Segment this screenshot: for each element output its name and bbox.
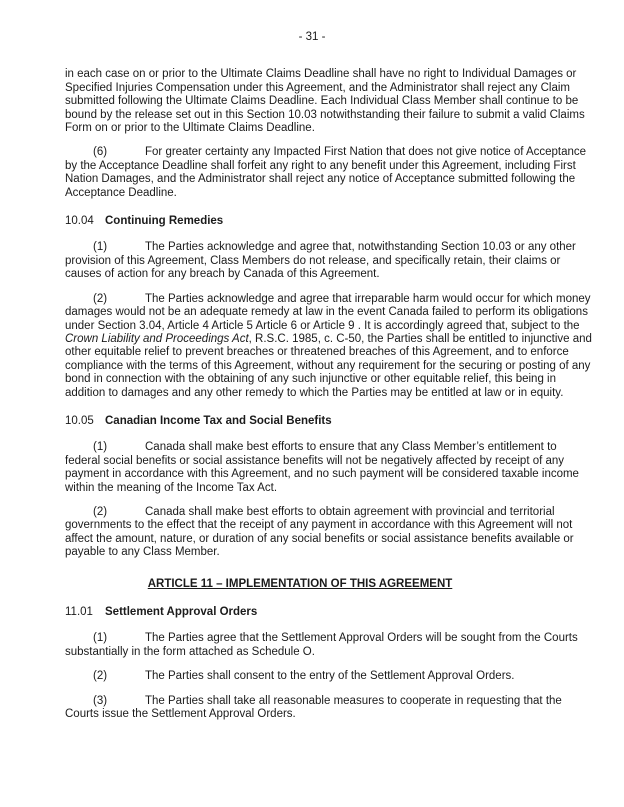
paragraph-10-05-2 [65,506,594,560]
paragraph-text: The Parties acknowledge and agree that, notwithstanding Section 10.03 or any other provision of this Agreement, Class Members do not release, and specifically retain, their claims or causes of action for any breach by Canada of this Agreement. [65,241,576,281]
paragraph-text: The Parties shall consent to the entry of the Settlement Approval Orders. [145,670,515,683]
paragraph-text: The Parties acknowledge and agree that irreparable harm would occur for which money damages would not be an adequate remedy at law in the event Canada failed to perform its obligations under Section 3.04, Article 4 Article 5 Article 6 or Article 9 . It is accordingly agreed that, subject to the [65,292,591,332]
paragraph-continuation: in each case on or prior to the Ultimate Claims Deadline shall have no right to Individual Damages or Specified Injuries Compensation under this Agreement, and the Administrator shall reject any Claim submitted following the Ultimate Claims Deadline. Each Individual Class Member shall continue to be bound by the release set out in this Section 10.03 notwithstanding their failure to submit a valid Claims Form on or prior to the Ultimate Claims Deadline. [65,68,585,135]
section-title: Settlement Approval Orders [105,606,258,618]
paragraph-text: , R.S.C. 1985, c. C-50, the Parties shall be entitled to injunctive and other equitable relief to prevent breaches or threatened breaches of this Agreement, and to enforce compliance with the terms of this Agreement, without any requirement for the securing or posting of any bond in connection with the obtaining of any such injunctive or other equitable relief, this being in addition to damages and any other remedy to which the Parties may be entitled at law or in equity. [65,332,592,399]
section-heading-10-05 [65,415,594,428]
section-number: 10.04 [65,215,94,228]
section-title: Canadian Income Tax and Social Benefits [105,414,332,427]
paragraph-10-04-2 [65,293,594,400]
section-title: Continuing Remedies [105,215,224,228]
paragraph-number: (1) [93,241,108,254]
paragraph-number: (6) [93,146,108,159]
paragraph-text: The Parties agree that the Settlement Approval Orders will be sought from the Courts substantially in the form attached as Schedule O. [65,632,578,658]
paragraph-number: (2) [93,292,108,305]
paragraph-11-01-3 [65,695,594,722]
paragraph-10-04-1 [65,241,594,281]
paragraph-number: (1) [93,441,108,454]
section-heading-10-04 [65,215,594,228]
paragraph-number: (2) [93,670,108,683]
paragraph-11-01-2 [65,670,594,683]
paragraph-11-01-1 [65,632,594,659]
paragraph-text: Canada shall make best efforts to obtain agreement with provincial and territorial governments to the effect that the receipt of any payment in accordance with this Agreement will not affect the amount, nature, or duration of any social benefits or social assistance benefits available or payable to any Class Member. [65,505,574,559]
paragraph-10-03-6 [65,146,594,200]
document-body [65,68,594,721]
paragraph-10-05-1 [65,441,594,495]
paragraph-text: The Parties shall take all reasonable measures to cooperate in requesting that the Courts issue the Settlement Approval Orders. [65,694,562,721]
paragraph-number: (3) [93,694,108,707]
paragraph-text: For greater certainty any Impacted First Nation that does not give notice of Acceptance by the Acceptance Deadline shall forfeit any right to any benefit under this Agreement, including First Nation Damages, and the Administrator shall reject any notice of Acceptance submitted following the Acceptance Deadline. [65,146,587,199]
page-number: - 31 - [298,31,326,43]
section-heading-11-01 [65,606,594,619]
paragraph-number: (2) [93,505,108,518]
paragraph-text: Canada shall make best efforts to ensure that any Class Member’s entitlement to federal social benefits or social assistance benefits will not be negatively affected by receipt of any payment in accordance with this Agreement, and no such payment will be considered taxable income within the meaning of the Income Tax Act. [65,441,579,494]
article-11-heading: ARTICLE 11 – IMPLEMENTATION OF THIS AGREEMENT [147,577,453,590]
section-number: 10.05 [65,414,94,427]
statute-name-italic: Crown Liability and Proceedings Act [65,332,249,345]
paragraph-number: (1) [93,632,108,645]
section-number: 11.01 [65,606,93,618]
